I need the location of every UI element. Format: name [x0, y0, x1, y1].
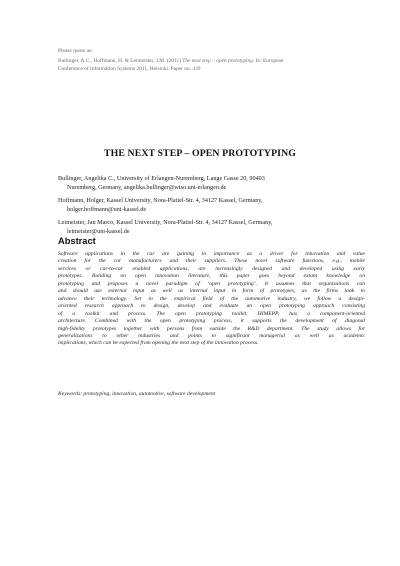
- author-entry: [58, 219, 368, 236]
- author-affiliation: Bullinger, Angelika C., University of Erlangen-Nuremberg, Lange Gasse 20, 90403: [58, 175, 265, 182]
- author-list: [58, 175, 368, 242]
- abstract-line: oriented research approach to design, develop and evaluate an open prototyping approach consisting: [58, 303, 365, 310]
- abstract-line: services or car-to-car enabled applications, are increasingly designed and developed using early: [58, 265, 365, 272]
- citation-note: [58, 47, 364, 73]
- abstract-line: of a toolkit and process. The open prototyping toolkit, HIMEPP, has a component-oriented: [58, 310, 365, 317]
- citation-title: The next step – open prototyping: [182, 58, 253, 64]
- keywords: Keywords: prototyping, innovation, automotive, software development: [58, 391, 216, 397]
- author-entry: [58, 175, 368, 192]
- author-email: holger.hoffmann@uni-kassel.de: [67, 205, 147, 213]
- quote-label: Please quote as:: [58, 48, 93, 54]
- paper-title: THE NEXT STEP – OPEN PROTOTYPING: [103, 148, 296, 159]
- author-email: Nuremberg, Germany, angelika.bullinger@wiso.uni-erlangen.de: [67, 183, 227, 191]
- citation-text: [58, 58, 364, 73]
- author-affiliation: Hoffmann, Holger, Kassel University, Nora-Platiel-Str. 4, 34127 Kassel, Germany,: [58, 197, 263, 205]
- citation-tail: . In: European: [252, 58, 284, 64]
- abstract-line: and should use external input as well as internal input in form of prototypes, as the firms look to: [58, 288, 365, 295]
- abstract-line: prototyping and proposes a novel paradigm of ‘open prototyping’. It assumes that organizations can: [58, 280, 365, 287]
- abstract-line: high-fidelity prototypes together with persons from outside the R&D department. The study allows for: [58, 325, 365, 332]
- citation-authors: Bullinger, A.C., Hoffmann, H. & Leimeister, J.M. (2011): [58, 58, 183, 64]
- abstract-body: [58, 251, 365, 348]
- abstract-heading: Abstract: [58, 236, 96, 246]
- abstract-line: implications, which can be expected from opening the next step of the innovation process.: [58, 340, 259, 347]
- author-entry: [58, 197, 368, 214]
- abstract-line: creation for the car manufacturers and their suppliers. These novel software functions, e.g., mobile: [58, 258, 365, 265]
- abstract-line: prototypes. Building on open innovation literature, this paper goes beyond extant knowledge on: [58, 273, 365, 280]
- author-affiliation: Leimeister, Jan Marco, Kassel University, Nora-Platiel-Str. 4, 34127 Kassel, Germany,: [58, 219, 273, 227]
- abstract-line: advance their technology. Set in the empirical field of the automotive industry, we follow a design-: [58, 295, 365, 302]
- abstract-line: architecture. Combined with the open prototyping process, it supports the development of diagonal: [58, 318, 365, 325]
- citation-venue: Conference of Information Systems 2011, Helsinki. Paper no. 439: [58, 65, 201, 72]
- abstract-line: Software applications in the car are gaining in importance as a driver for innovation and value: [58, 251, 365, 257]
- author-email: leimeister@uni-kassel.de: [67, 227, 130, 235]
- abstract-line: generalizations to other industries and points to significant managerial as well as academic: [58, 332, 365, 339]
